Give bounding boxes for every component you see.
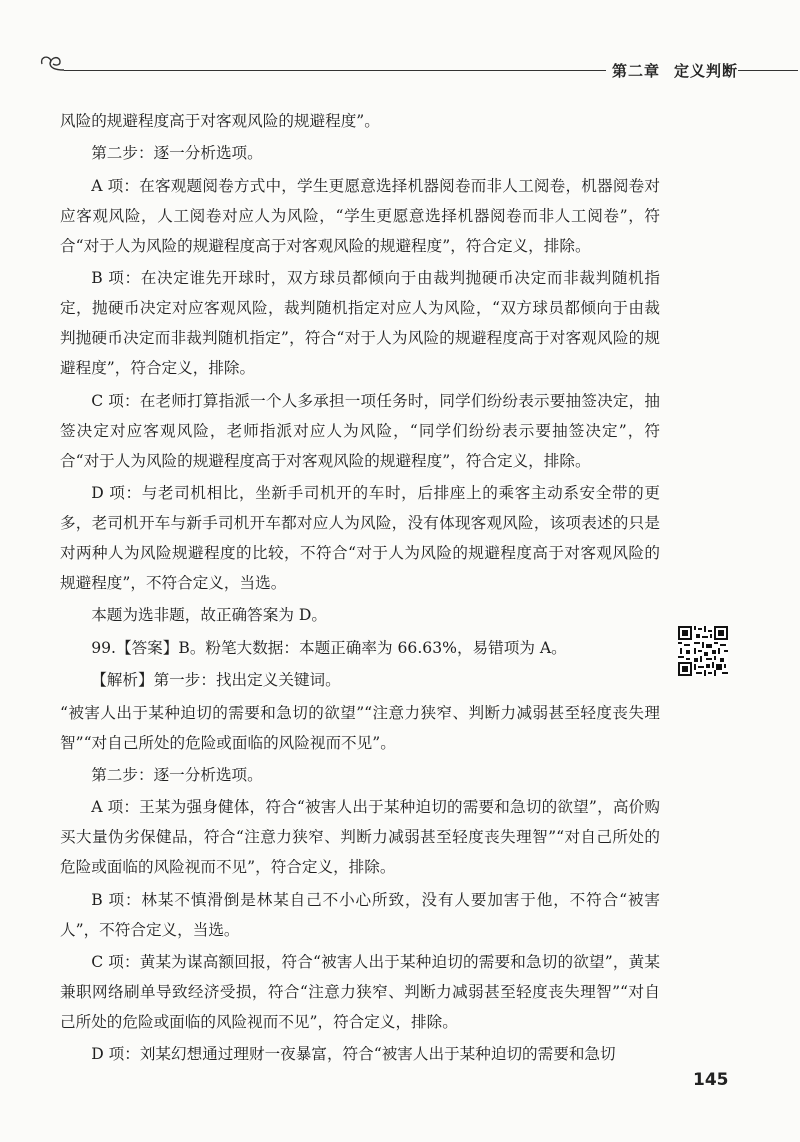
paragraph: B 项：在决定谁先开球时，双方球员都倾向于由裁判抛硬币决定而非裁判随机指定，抛硬币决定对应客观风险，裁判随机指定对应人为风险，“双方球员都倾向于由裁判抛硬币决定而非裁判随机指定”，符合“对于人为风险的规避程度高于对客观风险的规避程度”，符合定义，排除。 bbox=[60, 269, 660, 378]
chapter-number: 第二章 bbox=[612, 62, 661, 80]
paragraph: 本题为选非题，故正确答案为 D。 bbox=[91, 606, 327, 625]
paragraph: D 项：刘某幻想通过理财一夜暴富，符合“被害人出于某种迫切的需要和急切 bbox=[91, 1045, 616, 1064]
paragraph: “被害人出于某种迫切的需要和急切的欲望”“注意力狭窄、判断力减弱甚至轻度丧失理智”“对自己所处的危险或面临的风险视而不见”。 bbox=[60, 703, 660, 752]
paragraph: B 项：林某不慎滑倒是林某自己不小心所致，没有人要加害于他，不符合“被害人”，不符合定义，当选。 bbox=[60, 890, 660, 939]
analysis-line: 【解析】第一步：找出定义关键词。 bbox=[91, 671, 341, 690]
body-text bbox=[60, 106, 660, 1072]
paragraph: C 项：在老师打算指派一个人多承担一项任务时，同学们纷纷表示要抽签决定，抽签决定对应客观风险，老师指派对应人为风险，“同学们纷纷表示要抽签决定”，符合“对于人为风险的规避程度高于对客观风险的规避程度”，符合定义，排除。 bbox=[60, 391, 660, 470]
paragraph: D 项：与老司机相比，坐新手司机开的车时，后排座上的乘客主动系安全带的更多，老司机开车与新手司机开车都对应人为风险，没有体现客观风险，该项表述的只是对两种人为风险规避程度的比较，不符合“对于人为风险的规避程度高于对客观风险的规避程度”，不符合定义，当选。 bbox=[60, 483, 660, 592]
paragraph: A 项：王某为强身健体，符合“被害人出于某种迫切的需要和急切的欲望”，高价购买大量伪劣保健品，符合“注意力狭窄、判断力减弱甚至轻度丧失理智”“对自己所处的危险或面临的风险视而不见”，符合定义，排除。 bbox=[60, 798, 660, 877]
qr-code-icon bbox=[678, 626, 728, 676]
paragraph: C 项：黄某为谋高额回报，符合“被害人出于某种迫切的需要和急切的欲望”，黄某兼职网络刷单导致经济受损，符合“注意力狭窄、判断力减弱甚至轻度丧失理智”“对自己所处的危险或面临的风险视而不见”，符合定义，排除。 bbox=[60, 953, 660, 1032]
paragraph: 风险的规避程度高于对客观风险的规避程度”。 bbox=[60, 112, 380, 130]
paragraph: A 项：在客观题阅卷方式中，学生更愿意选择机器阅卷而非人工阅卷，机器阅卷对应客观风险，人工阅卷对应人为风险，“学生更愿意选择机器阅卷而非人工阅卷”，符合“对于人为风险的规避程度高于对客观风险的规避程度”，符合定义，排除。 bbox=[60, 176, 660, 255]
paragraph: 第二步：逐一分析选项。 bbox=[91, 144, 263, 163]
paragraph: 第二步：逐一分析选项。 bbox=[91, 765, 263, 784]
header-rule-left bbox=[64, 70, 606, 71]
chapter-title: 定义判断 bbox=[674, 62, 739, 80]
answer-line: 99.【答案】B。粉笔大数据：本题正确率为 66.63%，易错项为 A。 bbox=[91, 638, 567, 657]
leaf-sprout-icon bbox=[38, 50, 64, 76]
chapter-heading bbox=[612, 60, 738, 81]
page-number: 145 bbox=[693, 1070, 729, 1090]
header-rule-right bbox=[738, 70, 798, 71]
page-header bbox=[38, 50, 798, 80]
